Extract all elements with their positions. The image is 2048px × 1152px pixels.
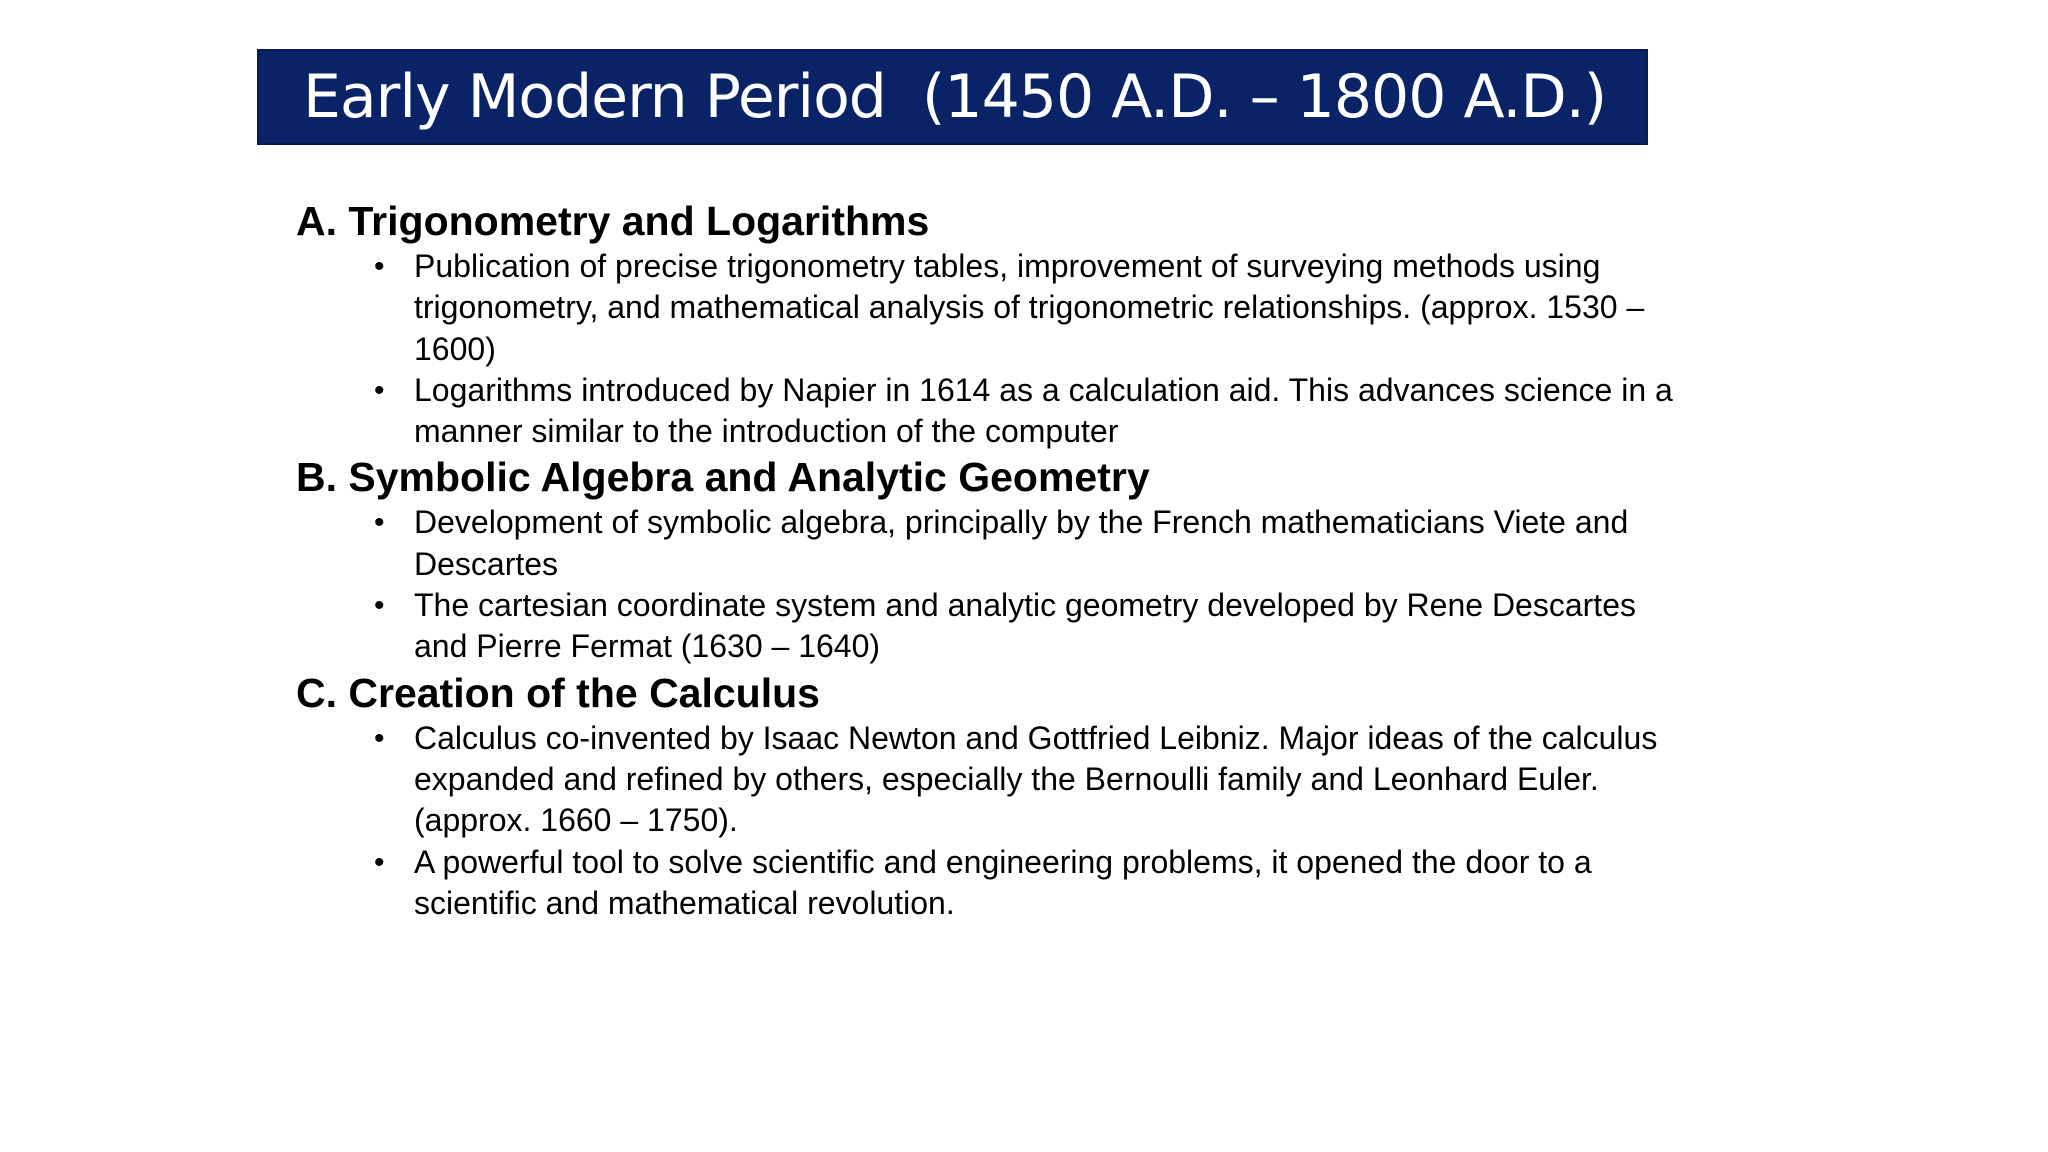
bullet-item	[296, 502, 1676, 585]
slide-content	[296, 196, 1796, 924]
bullet-icon: •	[374, 506, 385, 540]
bullet-text: Logarithms introduced by Napier in 1614 as a calculation aid. This advances science in a manner similar to the introduction of the computer	[414, 371, 1673, 450]
bullet-text: Publication of precise trigonometry tables, improvement of surveying methods using trigonometry, and mathematical analysis of trigonometric relationships. (approx. 1530 – 1600)	[414, 248, 1645, 367]
bullet-icon: •	[374, 721, 385, 755]
section-trigonometry-logarithms	[296, 196, 1796, 452]
bullet-list	[296, 502, 1796, 667]
bullet-item	[296, 585, 1676, 668]
section-heading: A. Trigonometry and Logarithms	[296, 198, 930, 244]
bullet-text: Calculus co-invented by Isaac Newton and Gottfried Leibniz. Major ideas of the calculus expanded and refined by others, especially the Bernoulli family and Leonhard Euler. (approx. 1660 – 1750).	[414, 719, 1658, 839]
bullet-list	[296, 246, 1796, 452]
bullet-icon: •	[374, 373, 385, 407]
section-creation-of-calculus	[296, 668, 1796, 924]
bullet-text: Development of symbolic algebra, principally by the French mathematicians Viete and Descartes	[414, 504, 1629, 582]
slide-title: Early Modern Period (1450 A.D. – 1800 A.D.)	[303, 62, 1607, 132]
bullet-item	[296, 718, 1676, 842]
bullet-text: The cartesian coordinate system and analytic geometry developed by Rene Descartes and Pierre Fermat (1630 – 1640)	[414, 587, 1636, 665]
section-heading: B. Symbolic Algebra and Analytic Geometry	[296, 454, 1150, 501]
bullet-item	[296, 842, 1676, 925]
title-bar	[257, 49, 1648, 145]
bullet-text: A powerful tool to solve scientific and engineering problems, it opened the door to a scientific and mathematical revolution.	[414, 843, 1592, 921]
bullet-item	[296, 246, 1676, 370]
section-heading: C. Creation of the Calculus	[296, 669, 820, 716]
bullet-icon: •	[374, 589, 385, 623]
bullet-icon: •	[374, 250, 385, 283]
bullet-icon: •	[374, 845, 385, 879]
bullet-item	[296, 370, 1676, 453]
section-symbolic-algebra-analytic-geometry	[296, 452, 1796, 667]
bullet-list	[296, 718, 1796, 924]
